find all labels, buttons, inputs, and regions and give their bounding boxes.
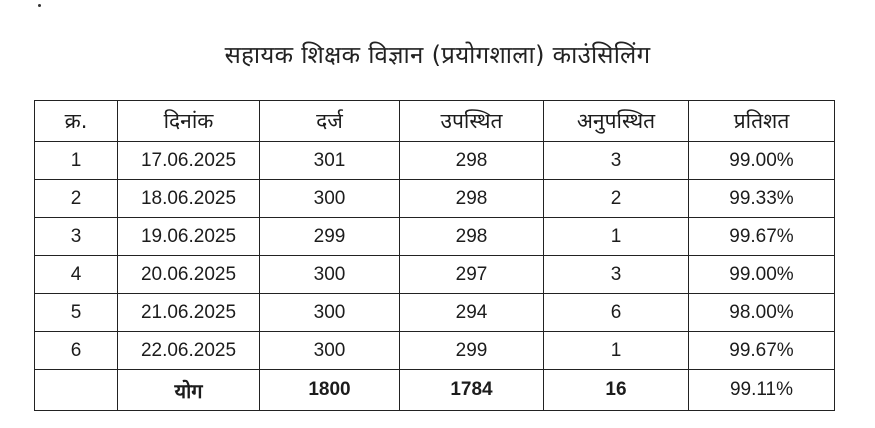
table-row (35, 142, 835, 180)
cell-present: 294 (400, 294, 544, 332)
table-row (35, 256, 835, 294)
cell-present: 298 (400, 142, 544, 180)
cell-absent: 6 (544, 294, 689, 332)
header-registered: दर्ज (260, 101, 400, 142)
cell-registered: 300 (260, 180, 400, 218)
cell-percentage: 99.67% (689, 218, 835, 256)
header-date: दिनांक (118, 101, 260, 142)
cell-date: 20.06.2025 (118, 256, 260, 294)
scan-speck (38, 4, 41, 7)
cell-date: 18.06.2025 (118, 180, 260, 218)
cell-registered: 301 (260, 142, 400, 180)
cell-present: 298 (400, 180, 544, 218)
table-row (35, 218, 835, 256)
cell-percentage: 98.00% (689, 294, 835, 332)
cell-registered: 300 (260, 256, 400, 294)
table-header-row (35, 101, 835, 142)
cell-serial-number: 1 (35, 142, 118, 180)
header-absent: अनुपस्थित (544, 101, 689, 142)
cell-present: 297 (400, 256, 544, 294)
header-serial-number: क्र. (35, 101, 118, 142)
cell-date: 22.06.2025 (118, 332, 260, 370)
cell-date: 19.06.2025 (118, 218, 260, 256)
cell-serial-number: 2 (35, 180, 118, 218)
cell-percentage: 99.67% (689, 332, 835, 370)
cell-registered: 300 (260, 332, 400, 370)
cell-date: 17.06.2025 (118, 142, 260, 180)
header-present: उपस्थित (400, 101, 544, 142)
table-row (35, 332, 835, 370)
cell-absent: 3 (544, 256, 689, 294)
cell-percentage: 99.00% (689, 256, 835, 294)
cell-absent: 3 (544, 142, 689, 180)
cell-present: 299 (400, 332, 544, 370)
cell-present: 298 (400, 218, 544, 256)
total-row (35, 370, 835, 411)
cell-absent: 1 (544, 218, 689, 256)
cell-total-blank (35, 370, 118, 411)
total-registered: 1800 (260, 370, 400, 411)
total-present: 1784 (400, 370, 544, 411)
header-percentage: प्रतिशत (689, 101, 835, 142)
cell-registered: 299 (260, 218, 400, 256)
cell-serial-number: 5 (35, 294, 118, 332)
total-percentage: 99.11% (689, 370, 835, 411)
page-title: सहायक शिक्षक विज्ञान (प्रयोगशाला) काउंसिलिंग (224, 41, 651, 69)
cell-registered: 300 (260, 294, 400, 332)
cell-serial-number: 3 (35, 218, 118, 256)
total-label: योग (118, 370, 260, 411)
cell-percentage: 99.33% (689, 180, 835, 218)
cell-absent: 1 (544, 332, 689, 370)
table-row (35, 180, 835, 218)
cell-serial-number: 4 (35, 256, 118, 294)
total-absent: 16 (544, 370, 689, 411)
cell-date: 21.06.2025 (118, 294, 260, 332)
attendance-table (34, 100, 835, 411)
cell-absent: 2 (544, 180, 689, 218)
table-row (35, 294, 835, 332)
cell-serial-number: 6 (35, 332, 118, 370)
cell-percentage: 99.00% (689, 142, 835, 180)
